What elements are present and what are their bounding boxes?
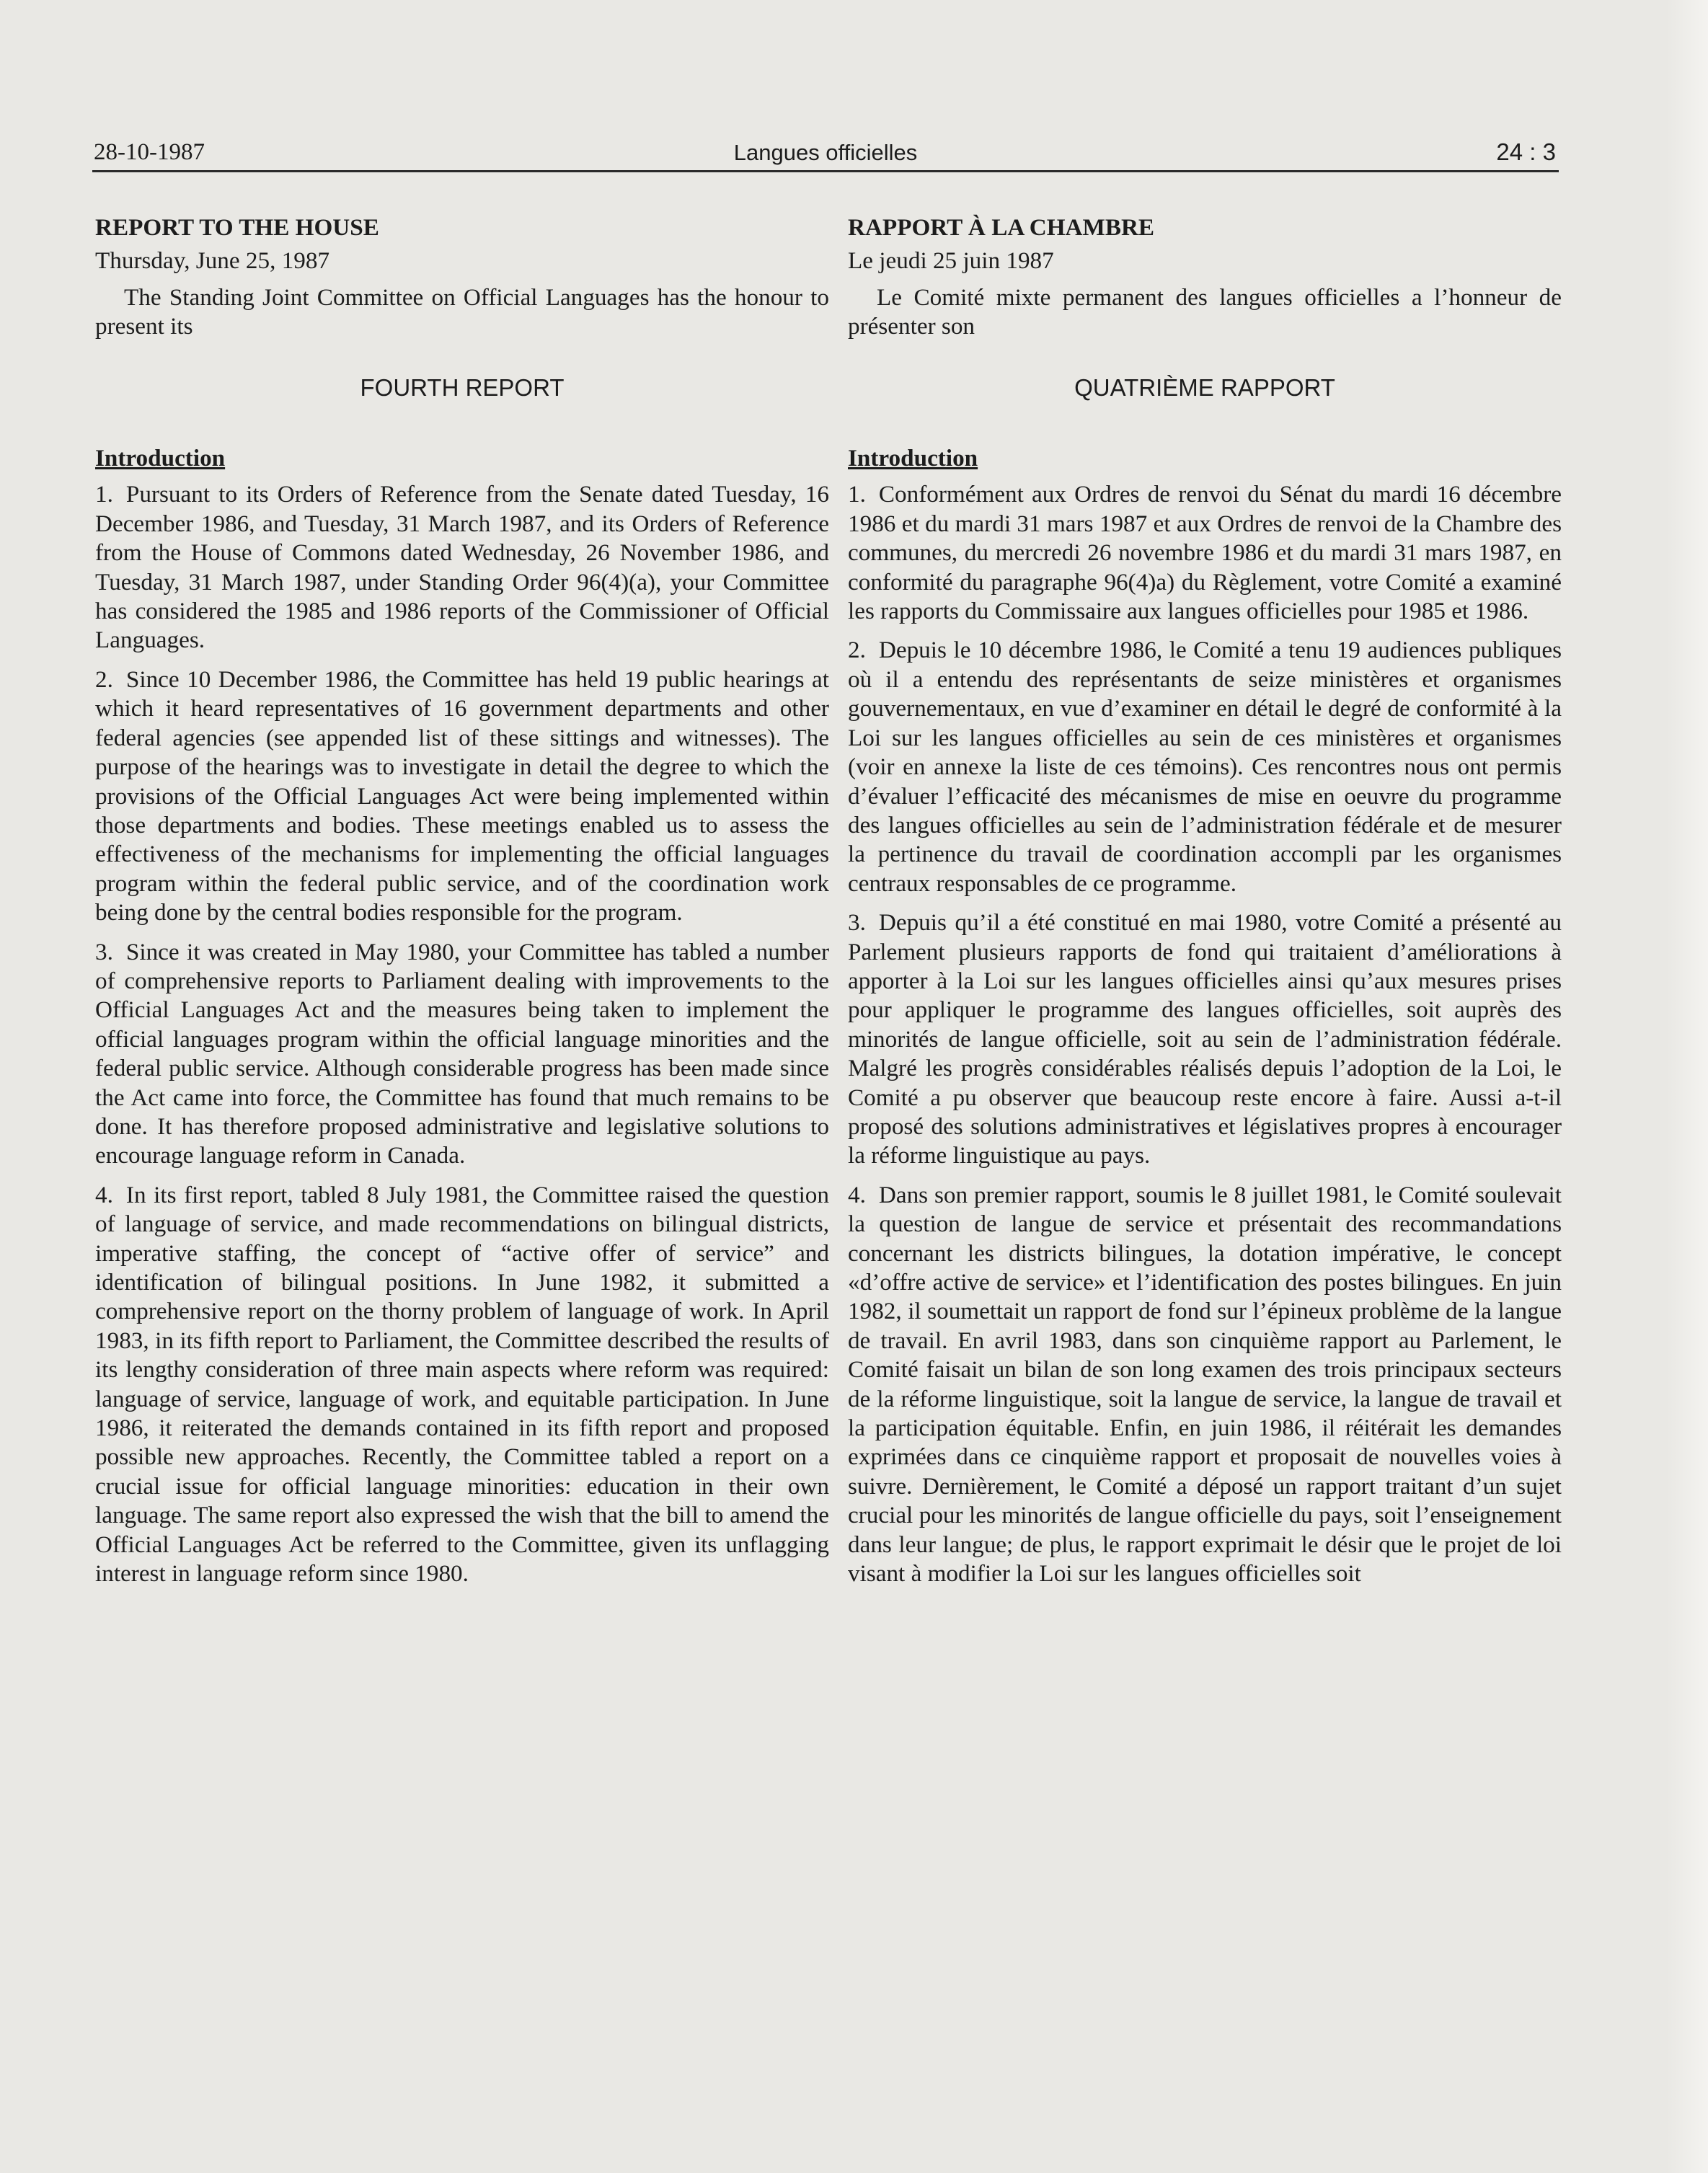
report-title: QUATRIÈME RAPPORT xyxy=(1074,373,1335,401)
paragraph: 4. Dans son premier rapport, soumis le 8 juillet 1981, le Comité soulevait la question de langue de service et présentait des recommandations concernant les districts bilingues, la dotation impérative, le concept «d’offre active de service» et l’identification des postes bilingues. En juin 1982, il soumettait un rapport de fond sur l’épineux problème de la langue de travail. En avril 1983, dans son cinquième rapport au Parlement, le Comité faisait un bilan de son long examen des trois principaux secteurs de la réforme linguistique, soit la langue de service, la langue de travail et la participation équitable. Enfin, en juin 1986, il réitérait les demandes exprimées dans ce cinquième rapport et proposait de nouvelles voies à suivre. Dernièrement, le Comité a déposé un rapport traitant d’un sujet crucial pour les minorités de langue officielle du pays, soit l’enseignement dans leur langue; de plus, le rapport exprimait le désir que le projet de loi visant à modifier la Loi sur les langues officielles soit xyxy=(848,1181,1562,1588)
paragraph: 3. Since it was created in May 1980, your Committee has tabled a number of comprehensive reports to Parliament dealing with improvements to the Official Languages Act and the measures being taken to implement the official languages program within the official language minorities and the federal public service. Although considerable progress has been made since the Act came into force, the Committee has found that much remains to be done. It has therefore proposed administrative and legislative solutions to encourage language reform in Canada. xyxy=(95,938,829,1169)
report-title: FOURTH REPORT xyxy=(360,373,565,401)
header-title: Langues officielles xyxy=(733,140,918,165)
report-date: Le jeudi 25 juin 1987 xyxy=(848,247,1054,275)
report-date: Thursday, June 25, 1987 xyxy=(95,247,330,275)
paragraph: 2. Depuis le 10 décembre 1986, le Comité a tenu 19 audiences publiques où il a entendu des représentants de seize ministères et organismes gouvernementaux, en vue d’examiner en détail le degré de conformité à la Loi sur les langues officielles au sein de ces ministères et organismes (voir en annexe la liste de ces témoins). Ces rencontres nous ont permis d’évaluer l’efficacité des mécanismes de mise en oeuvre du programme des langues officielles au sein de l’administration fédérale et de mesurer la pertinence du travail de coordination accompli par les organismes centraux responsables de ce programme. xyxy=(848,637,1562,897)
report-heading: REPORT TO THE HOUSE xyxy=(95,214,379,241)
paragraph: 4. In its first report, tabled 8 July 1981, the Committee raised the question of language of service, and made recommendations on bilingual districts, imperative staffing, the concept of “active offer of service” and identification of bilingual positions. In June 1982, it submitted a comprehensive report on the thorny problem of language of work. In April 1983, in its fifth report to Parliament, the Committee described the results of its lengthy consideration of three main aspects where reform was required: language of service, language of work, and equitable participation. In June 1986, it reiterated the demands contained in its fifth report and proposed possible new approaches. Recently, the Committee tabled a report on a crucial issue for official language minorities: education in their own language. The same report also expressed the wish that the bill to amend the Official Languages Act be referred to the Committee, given its unflagging interest in language reform since 1980. xyxy=(95,1181,829,1588)
page-edge-shadow xyxy=(1666,0,1708,2173)
report-intro: Le Comité mixte permanent des langues officielles a l’honneur de présenter son xyxy=(848,283,1562,340)
paragraph: 2. Since 10 December 1986, the Committee has held 19 public hearings at which it heard representatives of 16 government departments and other federal agencies (see appended list of these sittings and witnesses). The purpose of the hearings was to investigate in detail the degree to which the provisions of the Official Languages Act were being implemented within those departments and bodies. These meetings enabled us to assess the effectiveness of the mechanisms for implementing the official languages program within the federal public service, and of the coordination work being done by the central bodies responsible for the program. xyxy=(95,665,829,926)
page-number: 24 : 3 xyxy=(1496,138,1556,165)
paragraph: 3. Depuis qu’il a été constitué en mai 1980, votre Comité a présenté au Parlement plusieurs rapports de fond qui traitaient d’améliorations à apporter à la Loi sur les langues officielles ainsi qu’aux mesures prises pour appliquer le programme des langues officielles, soit auprès des minorités de langue officielle, soit au sein de l’administration fédérale. Malgré les progrès considérables réalisés depuis l’adoption de la Loi, le Comité a pu observer que beaucoup reste encore à faire. Aussi a-t-il proposé des solutions administratives et législatives propres à encourager la réforme linguistique au pays. xyxy=(848,909,1562,1169)
section-heading: Introduction xyxy=(848,445,978,472)
report-intro: The Standing Joint Committee on Official Languages has the honour to present its xyxy=(95,283,829,340)
report-heading: RAPPORT À LA CHAMBRE xyxy=(848,214,1155,241)
paragraph: 1. Pursuant to its Orders of Reference from the Senate dated Tuesday, 16 December 1986, and Tuesday, 31 March 1987, and its Orders of Reference from the House of Commons dated Wednesday, 26 November 1986, and Tuesday, 31 March 1987, under Standing Order 96(4)(a), your Committee has considered the 1985 and 1986 reports of the Commissioner of Official Languages. xyxy=(95,481,829,654)
french-column xyxy=(848,213,1562,1598)
running-header xyxy=(92,136,1559,172)
section-heading: Introduction xyxy=(95,445,226,472)
english-column xyxy=(95,213,829,1598)
header-date: 28-10-1987 xyxy=(94,139,205,165)
paragraph: 1. Conformément aux Ordres de renvoi du Sénat du mardi 16 décembre 1986 et du mardi 31 mars 1987 et aux Ordres de renvoi de la Chambre des communes, du mercredi 26 novembre 1986 et du mardi 31 mars 1987, en conformité du paragraphe 96(4)a) du Règlement, votre Comité a examiné les rapports du Commissaire aux langues officielles pour 1985 et 1986. xyxy=(848,481,1562,625)
